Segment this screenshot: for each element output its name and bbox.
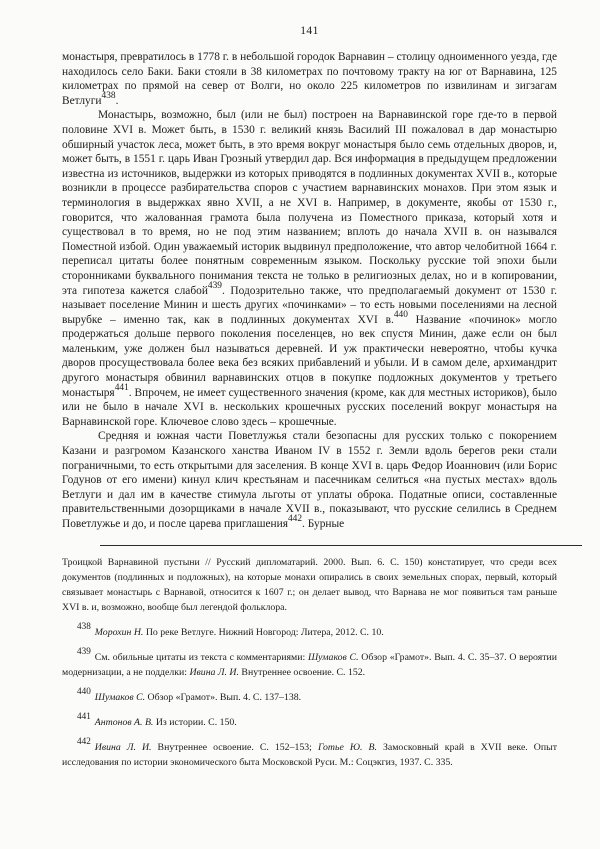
text-run-italic: Антонов А. В.	[94, 716, 154, 728]
text-run-italic: Шумаков С.	[94, 691, 146, 703]
text-run: Средняя и южная части Поветлужья стали безопасны для русских только с покорением Казани и разгромом Казанского ханства Иваном IV в 1552 г. Земли вдоль берегов реки стали пограничными, то есть открытыми для заселения. В конце XVI в. царь Федор Иоаннович (или Борис Годунов от его имени) кинул клич крестьянам и пасечникам селиться «на пустых местах» вдоль Ветлуги и дал им в качестве стимула льготы от уплаты оброка. Податные описи, составленные правительственными дозорщиками в начале XVII в., показывают, что русские селились в Среднем Поветлужье и до, и после царева приглашения	[62, 430, 557, 530]
footnote-number: 438	[77, 621, 91, 632]
text-run-italic: Морохин Н.	[94, 626, 144, 638]
text-run-italic: Готье Ю. В.	[317, 741, 377, 753]
text-run: Замосковный край в XVII веке. Опыт исследования по истории экономического быта Московской Руси. М.: Соцэкгиз, 1937. С. 335.	[62, 741, 557, 768]
footnote-item	[62, 686, 557, 705]
page-number: 141	[300, 25, 319, 37]
footnote-number: 442	[77, 736, 91, 747]
text-run: Троицкой Варнавиной пустыни // Русский дипломатарий. 2000. Вып. 6. С. 150) констатирует, что среди всех документов (подлинных и подложных), на которые монахи опирались в своих земельных спорах, первый, который связывает монастырь с Варнавой, относится к 1607 г.; он делает вывод, что Варнава не мог появиться там раньше XVI в. и, возможно, вообще был легендой фольклора.	[62, 556, 557, 613]
text-run-italic: Шумаков С.	[307, 651, 359, 663]
footnote-ref: 442	[287, 514, 303, 525]
text-run-italic: Ивина Л. И.	[189, 666, 239, 678]
text-run: . Бурные	[302, 518, 345, 530]
footnote-item	[62, 736, 557, 770]
text-run: . Впрочем, не имеет существенного значения (кроме, как для местных историков), было или не было в начале XVI в. нескольких крошечных русских поселений вокруг монастыря на Варнавинской горе. Ключевое слово здесь – крошечные.	[62, 386, 557, 428]
text-run: Из истории. С. 150.	[153, 716, 237, 728]
footnote-item	[62, 646, 557, 680]
footnote-number: 439	[77, 646, 91, 657]
text-run: Обзор «Грамот». Вып. 4. С. 35–37. О вероятии модернизации, а не подделки:	[62, 651, 557, 678]
paragraph	[62, 108, 557, 429]
text-run: Название «починок» могло продержаться дольше первого поколения поселенцев, но век спустя Минин, даже если он был маленьким, уже должен был называться деревней. И уж практически невероятно, чтобы кучка дворов просуществовала более века без всяких прибавлений и убыли. И в самом деле, архимандрит другого монастыря обвинил варнавинских отцов в покупке подложных документов у третьего монастыря	[62, 313, 557, 399]
footnotes-block	[62, 555, 557, 770]
text-run: .	[115, 94, 119, 107]
footnote-item	[62, 711, 557, 730]
text-run-italic: Ивина Л. И.	[94, 741, 152, 753]
text-run: Монастырь, возможно, был (или не был) построен на Варнавинской горе где-то в первой половине XVI в. Может быть, в 1530 г. великий князь Василий III пожаловал в дар монастырю обширный участок леса, может быть, в это время вокруг монастыря было семь отдельных дворов, и, может быть, в 1551 г. царь Иван Грозный утвердил дар. Вся информация в предыдущем предложении известна из источников, выдержки из которых приводятся в подлинных документах XVII в., которые возникли в процессе разбирательства споров с участием варнавинских монахов. При этом язык и терминология в выдержках явно XVII, а не XVI в. Например, в документе, якобы от 1530 г., говорится, что жалованная грамота была получена из Поместного приказа, который хотя и существовал в то время, но не под этим названием; вплоть до начала XVII в. он назывался Поместной избой. Один уважаемый историк выдвинул предположение, что автор челобитной 1664 г. переписал цитаты более понятным современным языком. Поскольку русские той эпохи были сторонниками буквального понимания текста не только в религиозных делах, но и в копировании, эта гипотеза кажется слабой	[62, 109, 557, 297]
footnote-separator	[100, 545, 582, 546]
footnote-ref: 441	[114, 382, 129, 393]
footnote-number: 440	[77, 686, 91, 697]
main-text-block	[62, 50, 557, 532]
text-run: По реке Ветлуге. Нижний Новгород: Литера, 2012. С. 10.	[143, 626, 384, 638]
text-run: Внутреннее освоение. С. 152–153;	[151, 741, 318, 753]
text-run: См. обильные цитаты из текста с комментариями:	[94, 651, 308, 663]
paragraph	[62, 429, 557, 531]
footnote-item	[62, 621, 557, 640]
footnote-ref: 439	[207, 280, 222, 291]
paragraph	[62, 50, 557, 108]
footnote-ref: 440	[393, 309, 408, 320]
text-run: Внутреннее освоение. С. 152.	[238, 666, 366, 678]
footnote-number: 441	[77, 711, 91, 722]
footnote-ref: 438	[101, 90, 116, 101]
text-run: монастыря, превратилось в 1778 г. в небольшой городок Варнавин – столицу одноименного уезда, где находилось село Баки. Баки стояли в 38 километрах по почтовому тракту на юг от Варнавина, 125 километрах по прямой на север от Волги, но около 225 километров по извилинам и зигзагам Ветлуги	[62, 51, 557, 107]
text-run: . Подозрительно также, что предполагаемый документ от 1530 г. называет поселение Минин и шесть других «починками» – то есть новыми поселениями на лесной вырубке – именно так, как в подлинных документах XVI в.	[62, 284, 557, 326]
footnote-continuation	[62, 555, 557, 615]
text-run: Обзор «Грамот». Вып. 4. С. 137–138.	[145, 691, 302, 703]
